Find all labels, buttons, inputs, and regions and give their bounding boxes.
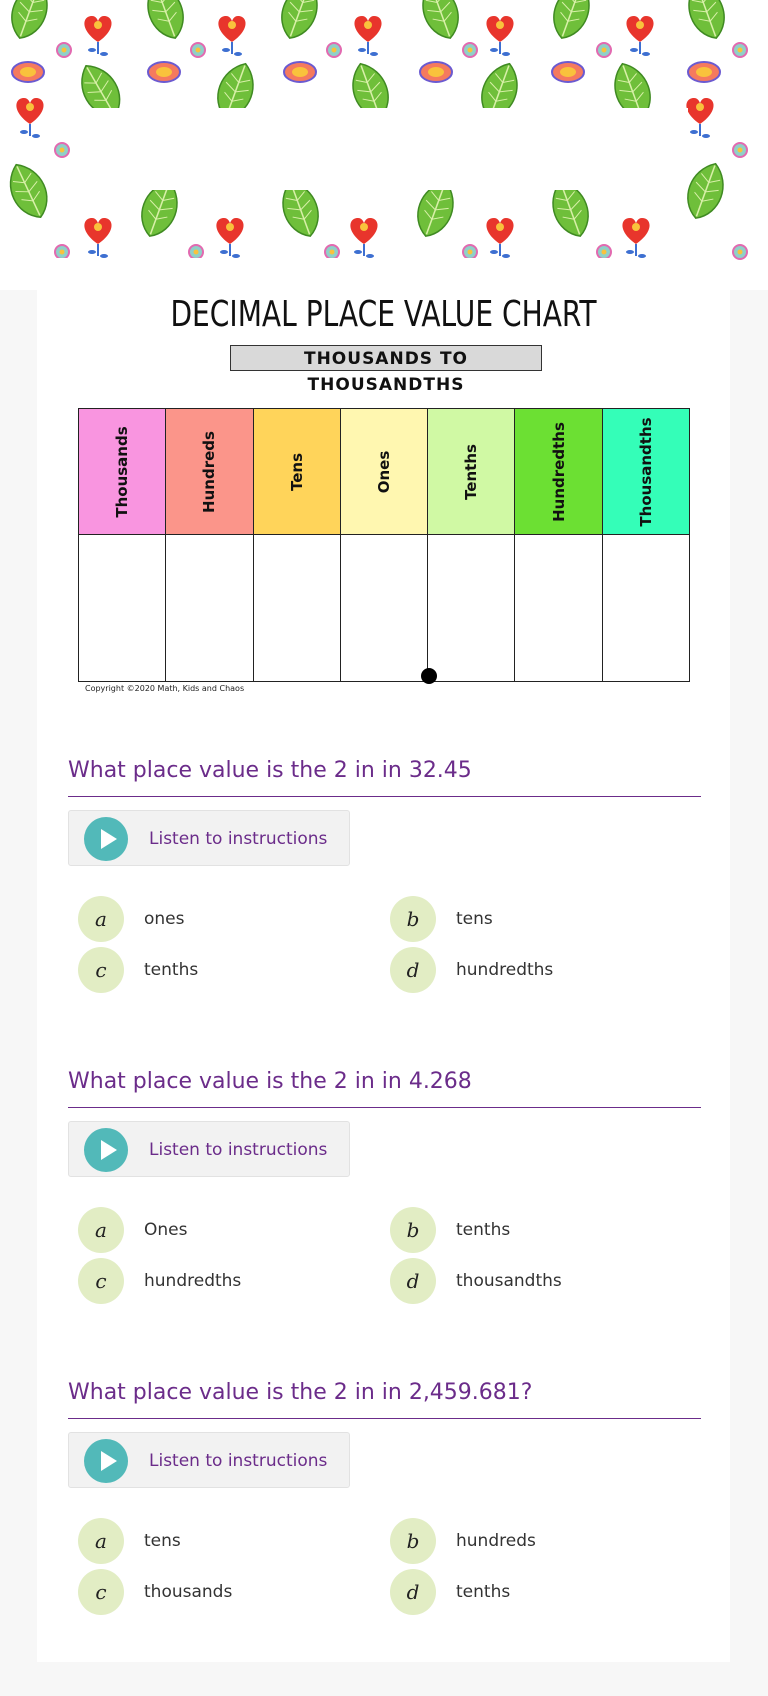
option-text: tens [456,909,493,929]
play-icon [84,1128,128,1172]
option-letter: b [390,1207,436,1253]
col-thousands [79,409,166,535]
option-b[interactable] [390,896,680,942]
col-tenths [428,409,515,535]
listen-label: Listen to instructions [149,829,328,849]
col-thousandths [602,409,689,535]
copyright-text: Copyright ©2020 Math, Kids and Chaos [85,684,245,693]
chart-subtitle: THOUSANDS TO THOUSANDTHS [230,345,542,371]
question-text: What place value is the 2 in in 32.45 [68,756,701,797]
option-text: thousandths [456,1271,562,1291]
option-b[interactable] [390,1207,680,1253]
listen-button[interactable] [68,1121,350,1177]
listen-label: Listen to instructions [149,1451,328,1471]
option-letter: a [78,896,124,942]
col-label: Hundreds [200,430,219,513]
option-letter: c [78,947,124,993]
option-d[interactable] [390,947,680,993]
option-letter: a [78,1518,124,1564]
pattern-row-1 [4,0,747,57]
option-letter: a [78,1207,124,1253]
question-text: What place value is the 2 in in 2,459.681? [68,1378,701,1419]
option-text: tenths [144,960,199,980]
value-cell [515,535,602,682]
place-value-header-row [79,409,690,535]
place-value-body-row [79,535,690,682]
question-1 [68,756,701,982]
col-label: Tens [287,452,306,491]
value-cell [340,535,427,682]
option-d[interactable] [390,1569,680,1615]
option-c[interactable] [78,947,368,993]
option-text: hundredths [144,1271,242,1291]
col-hundredths [515,409,602,535]
option-a[interactable] [78,896,368,942]
col-tens [253,409,340,535]
decimal-point-dot [421,668,437,684]
question-2 [68,1067,701,1293]
option-text: Ones [144,1220,188,1240]
option-letter: b [390,1518,436,1564]
option-text: tenths [456,1220,511,1240]
play-icon [84,817,128,861]
value-cell [602,535,689,682]
option-d[interactable] [390,1258,680,1304]
option-text: ones [144,909,185,929]
option-letter: d [390,1569,436,1615]
option-letter: c [78,1258,124,1304]
col-ones [340,409,427,535]
option-b[interactable] [390,1518,680,1564]
option-text: tens [144,1531,181,1551]
option-letter: d [390,947,436,993]
place-value-table [78,408,690,682]
value-cell [79,535,166,682]
option-letter: b [390,896,436,942]
col-label: Thousands [113,425,132,518]
option-a[interactable] [78,1207,368,1253]
question-text: What place value is the 2 in in 4.268 [68,1067,701,1108]
question-3 [68,1378,701,1604]
listen-button[interactable] [68,1432,350,1488]
play-icon [84,1439,128,1483]
option-letter: d [390,1258,436,1304]
col-hundreds [166,409,253,535]
banner-image [0,0,768,290]
option-a[interactable] [78,1518,368,1564]
worksheet-card [37,258,730,1662]
value-cell [428,535,515,682]
col-label: Thousandths [636,416,655,527]
col-label: Ones [374,450,393,493]
chart-title: DECIMAL PLACE VALUE CHART [170,294,597,335]
col-label: Tenths [462,443,481,500]
option-text: hundredths [456,960,554,980]
col-label: Hundredths [549,421,568,522]
banner-overlay [76,108,688,190]
option-letter: c [78,1569,124,1615]
option-text: hundreds [456,1531,536,1551]
value-cell [166,535,253,682]
listen-button[interactable] [68,810,350,866]
option-c[interactable] [78,1258,368,1304]
option-text: thousands [144,1582,233,1602]
option-text: tenths [456,1582,511,1602]
value-cell [253,535,340,682]
listen-label: Listen to instructions [149,1140,328,1160]
option-c[interactable] [78,1569,368,1615]
